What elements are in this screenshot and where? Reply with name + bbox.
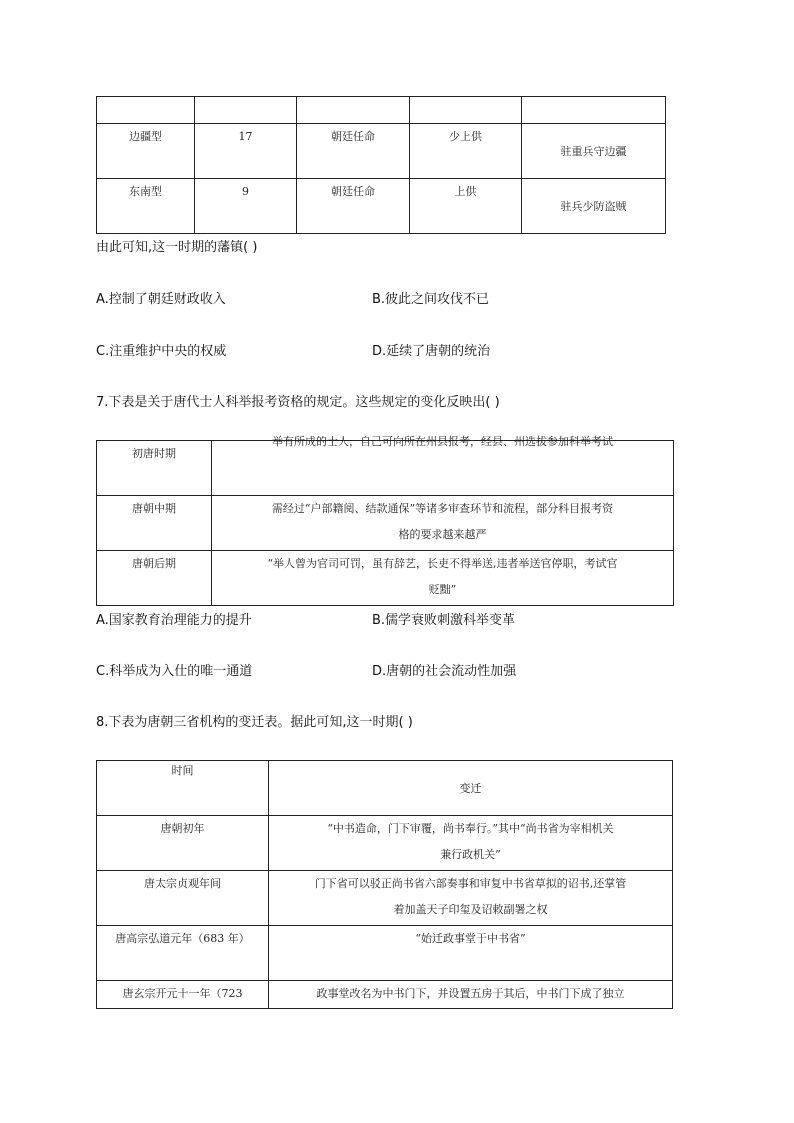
- table-cell: 政事堂改名为中书门下，并设置五房于其后，中书门下成了独立: [316, 987, 625, 1000]
- table-cell: 东南型: [129, 185, 162, 198]
- table-header-cell: 变迁: [459, 782, 482, 795]
- table-cell: 唐太宗贞观年间: [144, 877, 221, 890]
- question-stem: 由此可知,这一时期的藩镇( ): [96, 240, 258, 255]
- table-cell: [297, 97, 410, 124]
- table-row: [97, 981, 673, 1009]
- table-cell: 17: [238, 130, 253, 143]
- table-cell: “中书造命，门下审覆，尚书奉行。”其中“尚书省为宰相机关: [327, 822, 614, 835]
- table-cell: 唐朝中期: [132, 502, 176, 515]
- table-cell: 上供: [454, 185, 477, 198]
- table-cell: 唐朝初年: [160, 822, 205, 835]
- table-row: [97, 124, 666, 179]
- table-cell: 驻重兵守边疆: [560, 145, 627, 158]
- table-cell: [522, 97, 666, 124]
- table-header-row: [97, 97, 666, 124]
- table-cell: 贬黜”: [428, 583, 457, 596]
- table-row: [97, 816, 673, 871]
- table-row: [97, 179, 666, 234]
- table-row: [97, 441, 674, 496]
- table-cell: 着加盖天子印玺及诏敕副署之权: [393, 903, 548, 916]
- option-b[interactable]: B.儒学衰败刺激科举变革: [372, 613, 516, 628]
- table-cell: 朝廷任命: [331, 130, 375, 143]
- table-cell: “始迁政事堂于中书省”: [415, 932, 526, 945]
- table-cell: 唐高宗弘道元年（683 年）: [115, 932, 250, 945]
- option-a[interactable]: A.控制了朝廷财政收入: [96, 292, 226, 307]
- table-cell: 朝廷任命: [331, 185, 375, 198]
- table-cell: 格的要求越来越严: [398, 528, 487, 541]
- table-keju: [96, 435, 674, 606]
- table-cell: 9: [242, 185, 249, 198]
- table-cell: 初唐时期: [132, 447, 176, 460]
- table-row: [97, 496, 674, 551]
- option-c[interactable]: C.注重维护中央的权威: [96, 344, 227, 359]
- table-fanzhen: [96, 96, 666, 234]
- table-row: [97, 871, 673, 926]
- table-cell: 唐玄宗开元十一年（723: [122, 987, 243, 1000]
- table-cell: 边疆型: [129, 130, 162, 143]
- table-cell: 唐朝后期: [132, 557, 176, 570]
- table-cell: 驻兵少防盗贼: [560, 200, 627, 213]
- option-a[interactable]: A.国家教育治理能力的提升: [96, 613, 252, 628]
- table-header-cell: 时间: [171, 764, 194, 777]
- table-sansheng: [96, 760, 673, 1009]
- table-row: [97, 551, 674, 606]
- option-c[interactable]: C.科举成为入仕的唯一通道: [96, 664, 253, 679]
- table-cell: 少上供: [449, 130, 482, 143]
- table-cell: [195, 97, 297, 124]
- option-d[interactable]: D.唐朝的社会流动性加强: [372, 664, 517, 679]
- table-cell: [97, 97, 195, 124]
- table-cell: [410, 97, 522, 124]
- question-stem: 8.下表为唐朝三省机构的变迁表。据此可知,这一时期( ): [96, 715, 413, 730]
- table-cell: “举人曾为官司可罚，虽有辞艺，长吏不得举送,违者举送官停职，考试官: [267, 557, 618, 570]
- table-cell: 兼行政机关”: [440, 848, 501, 861]
- option-b[interactable]: B.彼此之间攻伐不已: [372, 292, 490, 307]
- table-cell: 需经过“户部籍阅、结款通保”等诸多审查环节和流程，部分科目报考资: [271, 502, 614, 515]
- table-cell: 举有所成的士人，自己可向所在州县报考，经县、州选拔参加科举考试: [272, 435, 613, 448]
- option-d[interactable]: D.延续了唐朝的统治: [372, 344, 491, 359]
- table-cell: 门下省可以驳正尚书省六部奏事和审复中书省草拟的诏书,还掌管: [314, 877, 627, 890]
- table-header-row: [97, 761, 673, 816]
- question-stem: 7.下表是关于唐代士人科举报考资格的规定。这些规定的变化反映出( ): [96, 395, 500, 410]
- table-row: [97, 926, 673, 981]
